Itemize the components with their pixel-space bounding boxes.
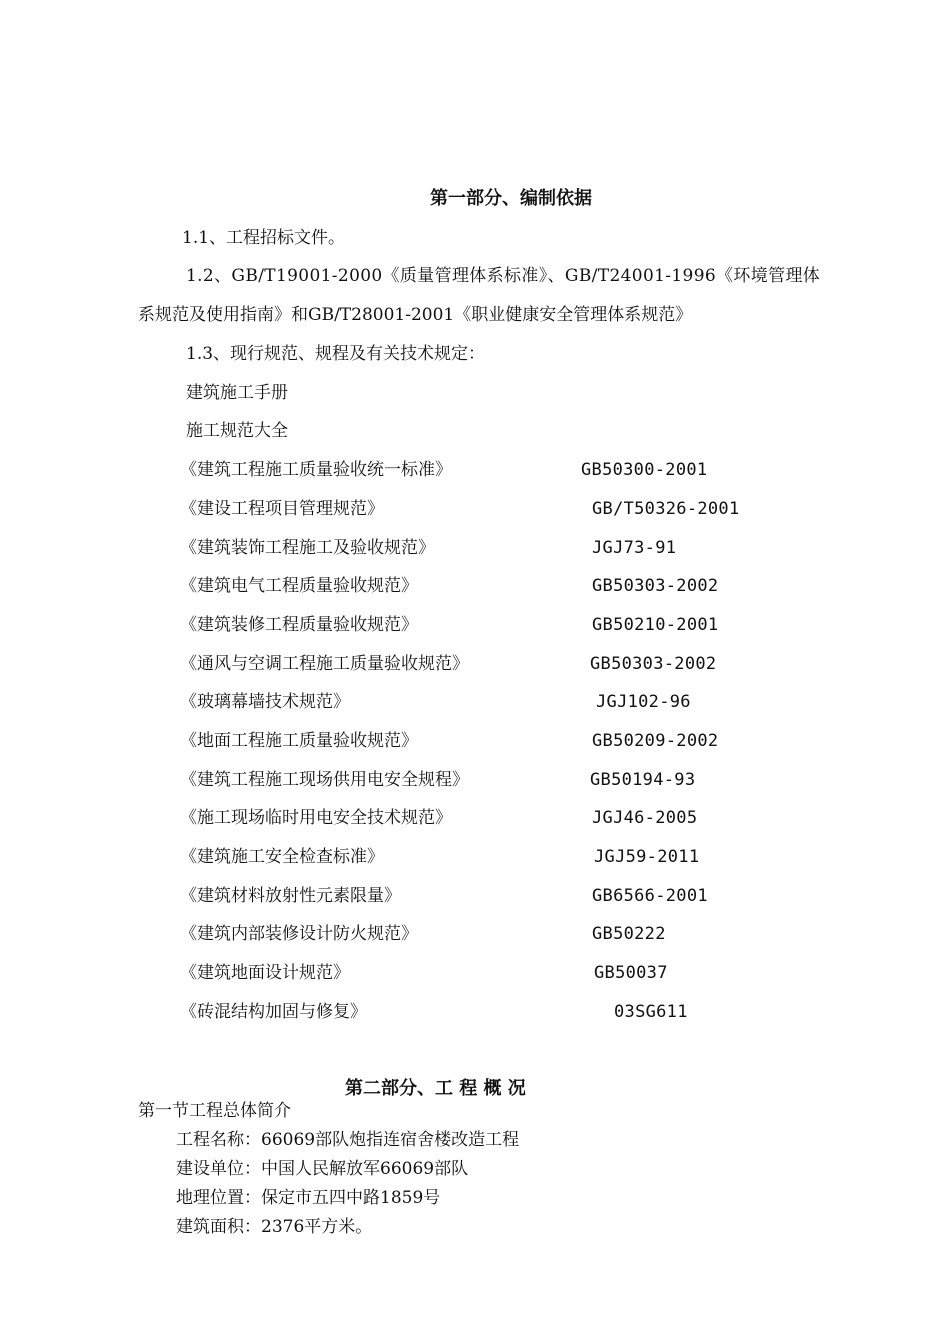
standard-name: 《建筑工程施工质量验收统一标准》 <box>180 460 452 480</box>
building-area: 建筑面积：2376平方米。 <box>176 1217 373 1237</box>
basis-item-1-2-line2: 系规范及使用指南》和GB/T28001-2001《职业健康安全管理体系规范》 <box>138 305 693 325</box>
standard-name: 《建筑装饰工程施工及验收规范》 <box>180 538 435 558</box>
standard-name: 《地面工程施工质量验收规范》 <box>180 731 418 751</box>
standard-name: 《建筑内部装修设计防火规范》 <box>180 924 418 944</box>
location: 地理位置：保定市五四中路1859号 <box>176 1188 441 1208</box>
basis-item-1-2-line1: 1.2、GB/T19001-2000《质量管理体系标准》、GB/T24001-1996《环境管理体 <box>186 266 821 286</box>
part1-title: 第一部分、编制依据 <box>430 188 592 209</box>
standard-code: GB/T50326-2001 <box>592 499 740 519</box>
standard-name: 《建筑电气工程质量验收规范》 <box>180 576 418 596</box>
standard-code: GB50303-2002 <box>592 576 719 596</box>
standard-name: 《建筑施工安全检查标准》 <box>180 847 384 867</box>
part2-title: 第二部分、工 程 概 况 <box>345 1078 526 1099</box>
standard-code: JGJ102-96 <box>596 692 691 712</box>
standard-code: JGJ59-2011 <box>594 847 700 867</box>
standard-code: GB50303-2002 <box>590 654 717 674</box>
standard-code: GB50209-2002 <box>592 731 719 751</box>
standard-code: GB50300-2001 <box>581 460 708 480</box>
section-title: 第一节工程总体简介 <box>138 1101 291 1121</box>
standard-code: GB50194-93 <box>590 770 696 790</box>
standard-name: 《建筑材料放射性元素限量》 <box>180 886 401 906</box>
reference-book: 施工规范大全 <box>186 421 288 441</box>
standard-code: GB6566-2001 <box>592 886 708 906</box>
standard-name: 《建筑装修工程质量验收规范》 <box>180 615 418 635</box>
standard-name: 《建筑地面设计规范》 <box>180 963 350 983</box>
basis-item-1-1: 1.1、工程招标文件。 <box>182 228 346 248</box>
standard-name: 《建设工程项目管理规范》 <box>180 499 384 519</box>
standard-code: JGJ73-91 <box>592 538 677 558</box>
standard-name: 《通风与空调工程施工质量验收规范》 <box>180 654 469 674</box>
project-name: 工程名称：66069部队炮指连宿舍楼改造工程 <box>176 1130 520 1150</box>
standard-name: 《建筑工程施工现场供用电安全规程》 <box>180 770 469 790</box>
standard-code: GB50037 <box>594 963 668 983</box>
standard-name: 《施工现场临时用电安全技术规范》 <box>180 808 452 828</box>
standard-code: 03SG611 <box>614 1002 688 1022</box>
standard-code: GB50210-2001 <box>592 615 719 635</box>
standard-code: JGJ46-2005 <box>592 808 698 828</box>
standard-name: 《砖混结构加固与修复》 <box>180 1002 367 1022</box>
standard-code: GB50222 <box>592 924 666 944</box>
construction-unit: 建设单位：中国人民解放军66069部队 <box>176 1159 469 1179</box>
standard-name: 《玻璃幕墙技术规范》 <box>180 692 350 712</box>
basis-item-1-3: 1.3、现行规范、规程及有关技术规定： <box>186 344 486 364</box>
reference-book: 建筑施工手册 <box>186 383 288 403</box>
